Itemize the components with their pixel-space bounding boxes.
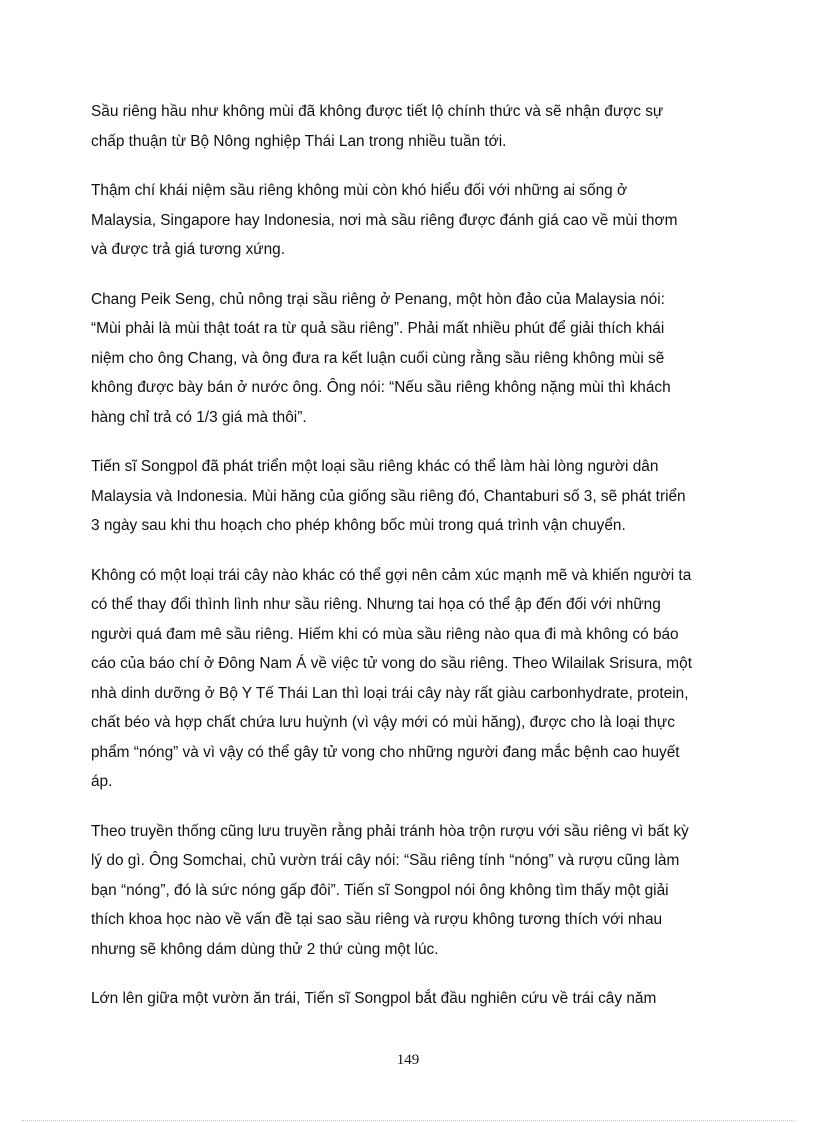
paragraph-2: Thậm chí khái niệm sầu riêng không mùi còn khó hiểu đối với những ai sống ở Malaysia, Singapore hay Indonesia, nơi mà sầu riêng được đánh giá cao về mùi thơm và được trả giá tương xứng. <box>91 182 678 258</box>
body-text <box>91 97 731 1034</box>
page-bottom-divider <box>22 1120 794 1121</box>
paragraph-1: Sầu riêng hầu như không mùi đã không được tiết lộ chính thức và sẽ nhận được sự chấp thuận từ Bộ Nông nghiệp Thái Lan trong nhiều tuần tới. <box>91 103 664 150</box>
paragraph-6: Theo truyền thống cũng lưu truyền rằng phải tránh hòa trộn rượu với sầu riêng vì bất kỳ lý do gì. Ông Somchai, chủ vườn trái cây nói: “Sầu riêng tính “nóng” và rượu cũng làm bạn “nóng”, đó là sức nóng gấp đôi”. Tiến sĩ Songpol nói ông không tìm thấy một giải thích khoa học nào về vấn đề tại sao sầu riêng và rượu không tương thích với nhau nhưng sẽ không dám dùng thử 2 thứ cùng một lúc. <box>91 822 689 958</box>
paragraph-3: Chang Peik Seng, chủ nông trại sầu riêng ở Penang, một hòn đảo của Malaysia nói: “Mùi phải là mùi thật toát ra từ quả sầu riêng”. Phải mất nhiều phút để giải thích khái niệm cho ông Chang, và ông đưa ra kết luận cuối cùng rằng sầu riêng không mùi sẽ không được bày bán ở nước ông. Ông nói: “Nếu sầu riêng không nặng mùi thì khách hàng chỉ trả có 1/3 giá mà thôi”. <box>91 290 671 426</box>
page-number: 149 <box>396 1052 420 1068</box>
paragraph-5: Không có một loại trái cây nào khác có thể gợi nên cảm xúc mạnh mẽ và khiến người ta có thể thay đổi thình lình như sầu riêng. Nhưng tai họa có thể ập đến đối với những người quá đam mê sầu riêng. Hiếm khi có mùa sầu riêng nào qua đi mà không có báo cáo của báo chí ở Đông Nam Á về việc tử vong do sầu riêng. Theo Wilailak Srisura, một nhà dinh dưỡng ở Bộ Y Tế Thái Lan thì loại trái cây này rất giàu carbonhydrate, protein, chất béo và hợp chất chứa lưu huỳnh (vì vậy mới có mùi hăng), được cho là loại thực phẩm “nóng” và vì vậy có thể gây tử vong cho những người đang mắc bệnh cao huyết áp. <box>91 566 692 790</box>
paragraph-7: Lớn lên giữa một vườn ăn trái, Tiến sĩ Songpol bắt đầu nghiên cứu về trái cây năm <box>91 990 657 1007</box>
paragraph-4: Tiến sĩ Songpol đã phát triển một loại sầu riêng khác có thể làm hài lòng người dân Malaysia và Indonesia. Mùi hăng của giống sầu riêng đó, Chantaburi số 3, sẽ phát triển 3 ngày sau khi thu hoạch cho phép không bốc mùi trong quá trình vận chuyển. <box>91 458 686 534</box>
